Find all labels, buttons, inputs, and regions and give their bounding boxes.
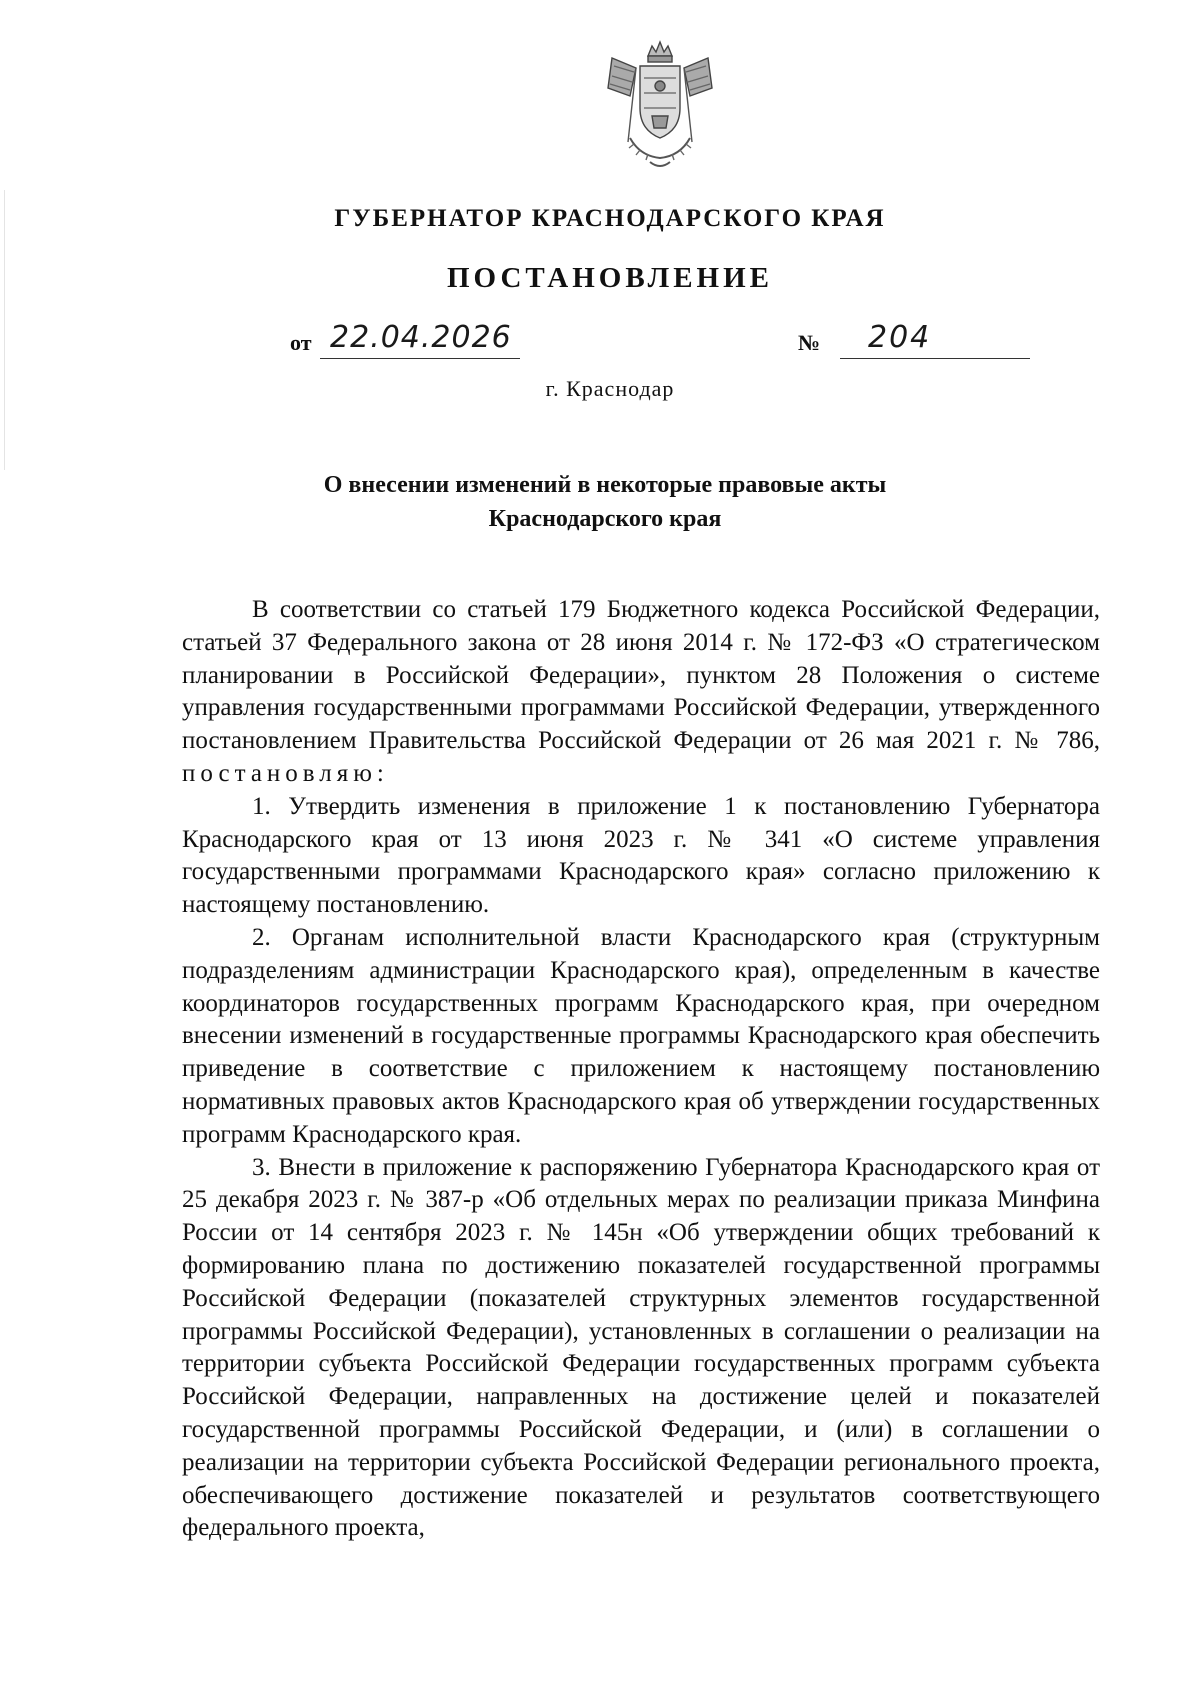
- coat-of-arms-icon: [600, 38, 720, 178]
- number-underline: [840, 358, 1030, 359]
- issue-city: г. Краснодар: [545, 376, 675, 401]
- clause-2: 2. Органам исполнительной власти Краснодарского края (структурным подразделениям администрации Краснодарского края), определенным в качестве координаторов государственных программ Краснодарского края, при очередном внесении изменений в государственные программы Краснодарского края обеспечить приведение в соответствие с приложением к настоящему постановлению нормативных правовых актов Краснодарского края об утверждении государственных программ Краснодарского края.: [182, 923, 1100, 1148]
- document-type-heading: ПОСТАНОВЛЕНИЕ: [446, 262, 773, 294]
- preamble-text: В соответствии со статьей 179 Бюджетного кодекса Российской Федерации, статьей 37 Федерального закона от 28 июня 2014 г. № 172-ФЗ «О стратегическом планировании в Российской Федерации», пунктом 28 Положения о системе управления государственными программами Российской Федерации, утвержденного постановлением Правительства Российской Федерации от 26 мая 2021 г. № 786,: [182, 596, 1100, 755]
- subject-line-1: О внесении изменений в некоторые правовые акты: [323, 472, 887, 498]
- number-label: №: [798, 330, 821, 355]
- issuing-authority-title: ГУБЕРНАТОР КРАСНОДАРСКОГО КРАЯ: [334, 205, 886, 232]
- preamble-paragraph: [182, 594, 1100, 791]
- subject-line-2: Краснодарского края: [488, 506, 722, 532]
- clause-1: 1. Утвердить изменения в приложение 1 к постановлению Губернатора Краснодарского края от 13 июня 2023 г. № 341 «О системе управления государственными программами Краснодарского края» согласно приложению к настоящему постановлению.: [182, 792, 1100, 919]
- document-subject: [0, 468, 1200, 536]
- handwritten-number: 204: [868, 320, 932, 355]
- resolution-keyword: постановляю:: [182, 759, 389, 787]
- date-number-row: [290, 322, 1030, 362]
- date-label: от: [290, 330, 312, 355]
- date-underline: [320, 358, 520, 359]
- document-body: [182, 594, 1100, 1545]
- clause-3: 3. Внести в приложение к распоряжению Губернатора Краснодарского края от 25 декабря 2023 г. № 387-р «Об отдельных мерах по реализации приказа Минфина России от 14 сентября 2023 г. № 145н «Об утверждении общих требований к формированию плана по достижению показателей государственной программы Российской Федерации (показателей структурных элементов государственной программы Российской Федерации), установленных в соглашении о реализации на территории субъекта Российской Федерации государственных программ субъекта Российской Федерации, направленных на достижение целей и показателей государственной программы Российской Федерации, и (или) в соглашении о реализации на территории субъекта Российской Федерации регионального проекта, обеспечивающего достижение показателей и результатов соответствующего федерального проекта,: [182, 1153, 1100, 1542]
- handwritten-date: 22.04.2026: [330, 320, 512, 355]
